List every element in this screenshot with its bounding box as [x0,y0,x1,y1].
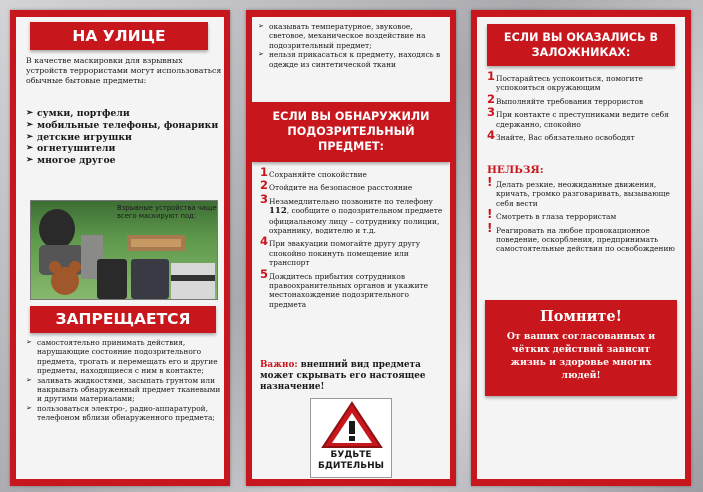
hostage-steps [487,69,679,146]
list-item: 4 Знайте, Вас обязательно освободят [487,128,635,143]
list-item: ➢ огнетушители [26,143,222,155]
remember-title: Помните! [540,308,622,325]
warning-triangle-icon [311,399,393,451]
list-item: 5 Дождитесь прибытия сотрудников правоохранительных органов и укажите местонахождение подозрительного предмета [260,266,428,309]
remember-box [485,300,677,396]
list-item: ➢ оказывать температурное, звуковое, световое, механическое воздействие на подозрительный предмет; [258,22,448,50]
important-note: Важно: внешний вид предмета может скрывать его настоящее назначение! [260,360,426,392]
list-item: ➢ сумки, портфели [26,108,222,120]
sign-text-2: БДИТЕЛЬНЫ [318,461,384,471]
title-forbidden: ЗАПРЕЩАЕТСЯ [30,306,216,333]
list-item: ➢ самостоятельно принимать действия, нарушающие состояние подозрительного предмета, трогать и перемещать его и другие предметы, находящиеся с ним в контакте; [26,338,222,376]
warning-sign [310,398,392,478]
photo-disguised-items [30,200,218,300]
title-on-street: НА УЛИЦЕ [30,22,208,50]
list-item: 1 Сохраняйте спокойствие [260,165,367,179]
forbid-list [487,175,679,258]
list-item: ➢ пользоваться электро-, радио-аппаратурой, телефоном вблизи обнаруженного предмета; [26,404,222,423]
forbidden-list [26,338,222,423]
list-item: 3 Незамедлительно позвоните по телефону 112, сообщите о подозрительном предмете официальному лицу – сотруднику полиции, охраннику, водителю и т.д. [260,191,443,236]
panel-hostages [471,10,691,486]
disguise-list [26,108,222,167]
list-item: ➢ многое другое [26,155,222,167]
list-item: ➢ детские игрушки [26,132,222,144]
remember-text: От ваших согласованных и чётких действий зависит жизнь и здоровье многих людей! [506,331,656,381]
list-item: ➢ заливать жидкостями, засыпать грунтом или накрывать обнаруженный предмет тканевыми и другими материалами; [26,376,222,404]
list-item: 2 Выполняйте требования террористов [487,91,644,106]
steps-list [260,165,446,313]
list-item: 4 При эвакуации помогайте другу другу спокойно покинуть помещение или транспорт [260,234,421,268]
list-item: 2 Отойдите на безопасное расстояние [260,178,413,193]
list-item: ➢ нельзя прикасаться к предмету, находясь в одежде из синтетической ткани [258,50,448,69]
list-item: 3 При контакте с преступниками ведите себя сдержанно, спокойно [487,105,669,129]
list-item: ! Смотреть в глаза террористам [487,207,617,222]
panel-on-street [10,10,230,486]
top-list [258,22,448,69]
title-hostages: ЕСЛИ ВЫ ОКАЗАЛИСЬ В ЗАЛОЖНИКАХ: [487,24,675,66]
sign-text-1: БУДЬТЕ [330,450,372,460]
title-suspicious-item: ЕСЛИ ВЫ ОБНАРУЖИЛИ ПОДОЗРИТЕЛЬНЫЙ ПРЕДМЕТ: [252,102,450,162]
intro-text: В качестве маскировки для взрывных устройств террористами могут использоваться обычные бытовые предметы: [26,56,222,85]
forbid-title: НЕЛЬЗЯ: [487,164,544,176]
panel-suspicious-item [246,10,456,486]
list-item: 1 Постарайтесь успокоиться, помогите успокоиться окружающим [487,69,643,93]
list-item: ! Делать резкие, неожиданные движения, кричать, громко разговаривать, вызывающе себя вести [487,175,670,208]
list-item: ➢ мобильные телефоны, фонарики [26,120,222,132]
list-item: ! Реагировать на любое провокационное поведение, оскорбления, предпринимать самостоятельные действия по освобождению [487,220,675,254]
photo-caption: Взрывные устройства чаще всего маскируют под: [117,204,217,220]
